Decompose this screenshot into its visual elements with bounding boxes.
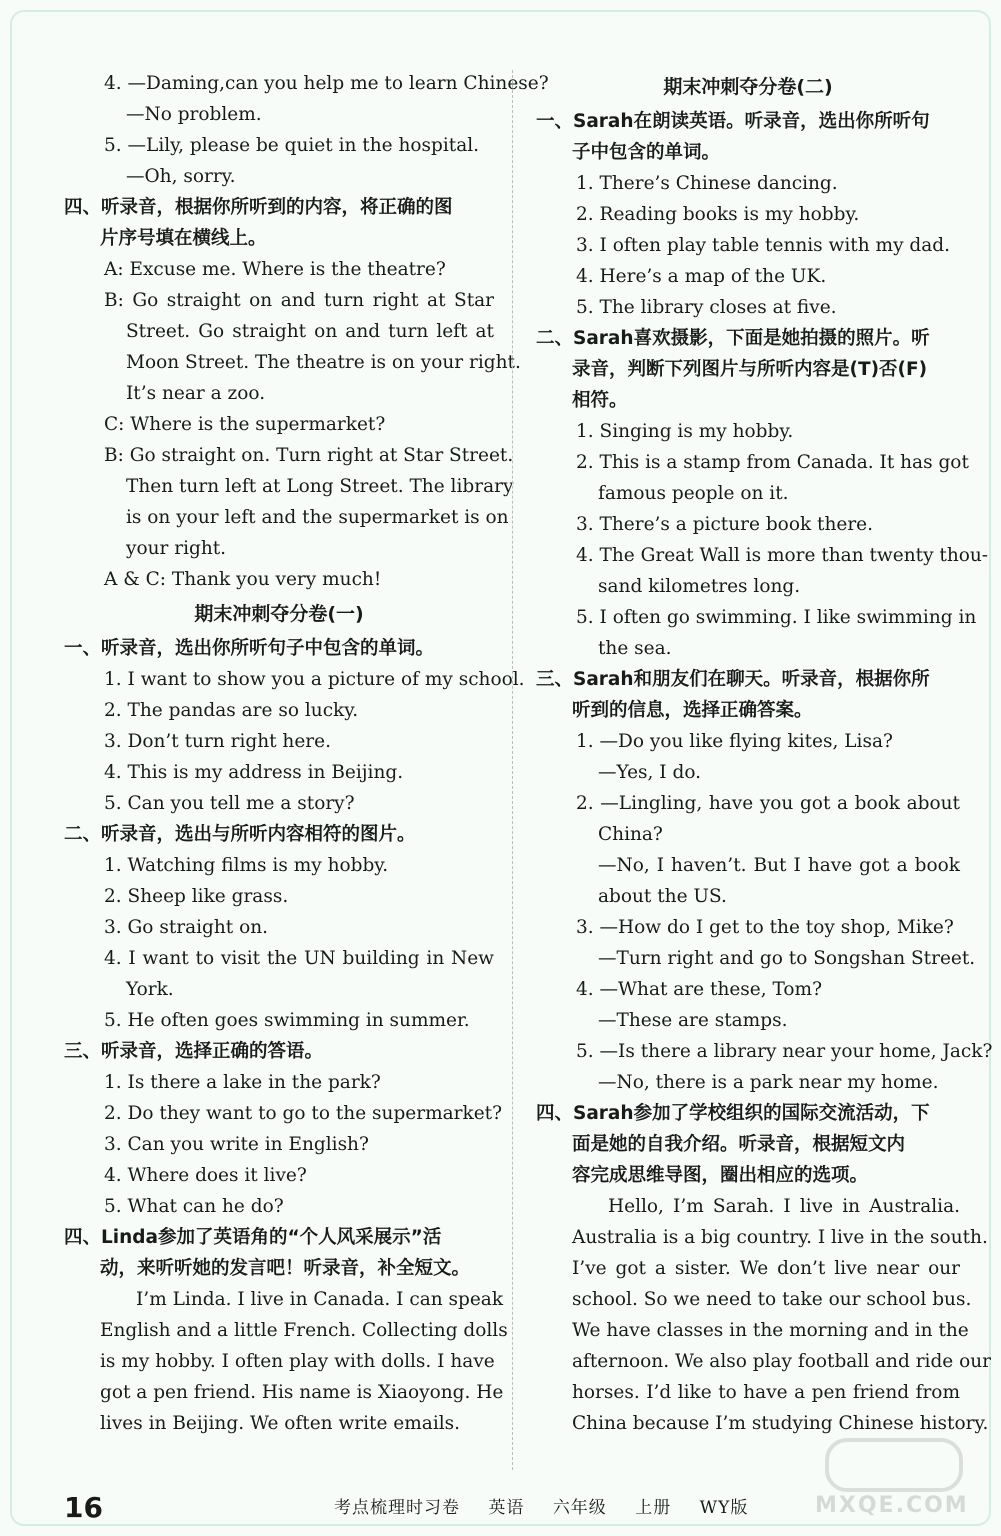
text-line: horses. I’d like to have a pen friend from [572,1382,960,1403]
text-line: 5. What can he do? [104,1196,284,1217]
text-line: Street. Go straight on and turn left at [126,321,494,342]
text-line: the sea. [598,638,672,659]
text-line: —These are stamps. [598,1010,788,1031]
question-heading: 一、Sarah在朗读英语。听录音，选出你所听句 [536,111,930,132]
text-line: —No, I haven’t. But I have got a book [598,855,960,876]
text-line: 5. He often goes swimming in summer. [104,1010,470,1031]
text-line: English and a little French. Collecting dolls [100,1320,508,1341]
question-heading: 子中包含的单词。 [572,142,721,163]
question-heading: 二、Sarah喜欢摄影，下面是她拍摄的照片。听 [536,328,930,349]
question-heading: 四、Sarah参加了学校组织的国际交流活动，下 [536,1103,930,1124]
volume: 上册 [635,1498,672,1518]
text-line: We have classes in the morning and in the [572,1320,969,1341]
text-line: 5. The library closes at five. [576,297,837,318]
left-column [64,68,549,1439]
question-heading: 四、Linda参加了英语角的“个人风采展示”活 [64,1227,442,1248]
text-line: C: Where is the supermarket? [104,414,386,435]
section-title: 期末冲刺夺分卷(二) [663,76,833,98]
text-line: 1. There’s Chinese dancing. [576,173,838,194]
text-line: famous people on it. [598,483,789,504]
question-heading: 录音，判断下列图片与所听内容是(T)否(F) [572,359,928,380]
text-line: 3. —How do I get to the toy shop, Mike? [576,917,954,938]
text-line: It’s near a zoo. [126,383,266,404]
question-heading: 二、听录音，选出与所听内容相符的图片。 [64,824,416,845]
question-heading: 容完成思维导图，圈出相应的选项。 [572,1165,869,1186]
text-line: 3. Don’t turn right here. [104,731,331,752]
text-line: your right. [126,538,227,559]
text-line: 2. Do they want to go to the supermarket? [104,1103,503,1124]
text-line: 5. Can you tell me a story? [104,793,355,814]
text-line: —Oh, sorry. [126,166,236,187]
text-line: 5. —Lily, please be quiet in the hospital. [104,135,480,156]
text-line: York. [126,979,174,1000]
text-line: —No problem. [126,104,262,125]
text-line: B: Go straight on and turn right at Star [104,290,494,311]
text-line: 3. I often play table tennis with my dad. [576,235,951,256]
book-title: 考点梳理时习卷 [334,1498,460,1518]
text-line: afternoon. We also play football and ride our [572,1351,992,1372]
text-line: 1. Singing is my hobby. [576,421,794,442]
text-line: 2. Reading books is my hobby. [576,204,860,225]
text-line: 4. This is my address in Beijing. [104,762,404,783]
text-line: 5. I often go swimming. I like swimming in [576,607,977,628]
question-heading: 片序号填在横线上。 [100,228,267,249]
watermark-logo-icon [825,1438,963,1492]
text-line: about the US. [598,886,727,907]
edition: WY版 [699,1498,749,1518]
section-title: 期末冲刺夺分卷(一) [194,603,364,625]
question-heading: 三、听录音，选择正确的答语。 [64,1041,324,1062]
grade: 六年级 [552,1498,607,1518]
subject: 英语 [488,1498,525,1518]
text-line: A: Excuse me. Where is the theatre? [104,259,446,280]
text-line: is my hobby. I often play with dolls. I have [100,1351,495,1372]
right-column [536,68,993,1439]
text-line: 2. Sheep like grass. [104,886,289,907]
text-line: 4. Here’s a map of the UK. [576,266,827,287]
watermark-text: MXQE.COM [815,1493,969,1518]
text-line: Then turn left at Long Street. The library [126,476,514,497]
text-line: 3. There’s a picture book there. [576,514,874,535]
question-heading: 一、听录音，选出你所听句子中包含的单词。 [64,638,435,659]
text-line: 5. —Is there a library near your home, Jack? [576,1041,993,1062]
text-line: 4. I want to visit the UN building in New [104,948,494,969]
column-divider [512,70,513,1470]
text-line: I’ve got a sister. We don’t live near our [572,1258,960,1279]
text-line: 1. —Do you like flying kites, Lisa? [576,731,893,752]
page-number: 16 [64,1491,103,1524]
text-line: Hello, I’m Sarah. I live in Australia. [608,1196,960,1217]
text-line: 3. Go straight on. [104,917,269,938]
text-line: —Turn right and go to Songshan Street. [598,948,976,969]
text-line: is on your left and the supermarket is on [126,507,509,528]
text-line: lives in Beijing. We often write emails. [100,1413,461,1434]
text-line: 4. —Daming,can you help me to learn Chinese? [104,73,549,94]
text-line: 3. Can you write in English? [104,1134,369,1155]
text-line: B: Go straight on. Turn right at Star Street. [104,445,514,466]
text-line: Moon Street. The theatre is on your right. [126,352,521,373]
text-line: 1. I want to show you a picture of my school. [104,669,525,690]
text-line: I’m Linda. I live in Canada. I can speak [136,1289,504,1310]
text-line: China? [598,824,663,845]
text-line: 4. The Great Wall is more than twenty thou- [576,545,989,566]
question-heading: 听到的信息，选择正确答案。 [572,700,813,721]
book-info [334,1488,770,1528]
text-line: 2. This is a stamp from Canada. It has got [576,452,969,473]
question-heading: 面是她的自我介绍。听录音，根据短文内 [572,1134,906,1155]
watermark [815,1438,969,1518]
text-line: —No, there is a park near my home. [598,1072,939,1093]
question-heading: 相符。 [572,390,628,411]
text-line: 4. Where does it live? [104,1165,307,1186]
text-line: 4. —What are these, Tom? [576,979,823,1000]
question-heading: 动，来听听她的发言吧！听录音，补全短文。 [100,1258,471,1279]
text-line: 1. Watching films is my hobby. [104,855,389,876]
question-heading: 四、听录音，根据你所听到的内容，将正确的图 [64,197,453,218]
text-line: A & C: Thank you very much! [104,569,382,590]
text-line: got a pen friend. His name is Xiaoyong. He [100,1382,504,1403]
question-heading: 三、Sarah和朋友们在聊天。听录音，根据你所 [536,669,930,690]
text-line: sand kilometres long. [598,576,801,597]
text-line: school. So we need to take our school bus. [572,1289,972,1310]
text-line: —Yes, I do. [598,762,702,783]
text-line: 1. Is there a lake in the park? [104,1072,381,1093]
text-line: 2. —Lingling, have you got a book about [576,793,960,814]
text-line: China because I’m studying Chinese history. [572,1413,989,1434]
text-line: 2. The pandas are so lucky. [104,700,359,721]
text-line: Australia is a big country. I live in the south. [572,1227,988,1248]
